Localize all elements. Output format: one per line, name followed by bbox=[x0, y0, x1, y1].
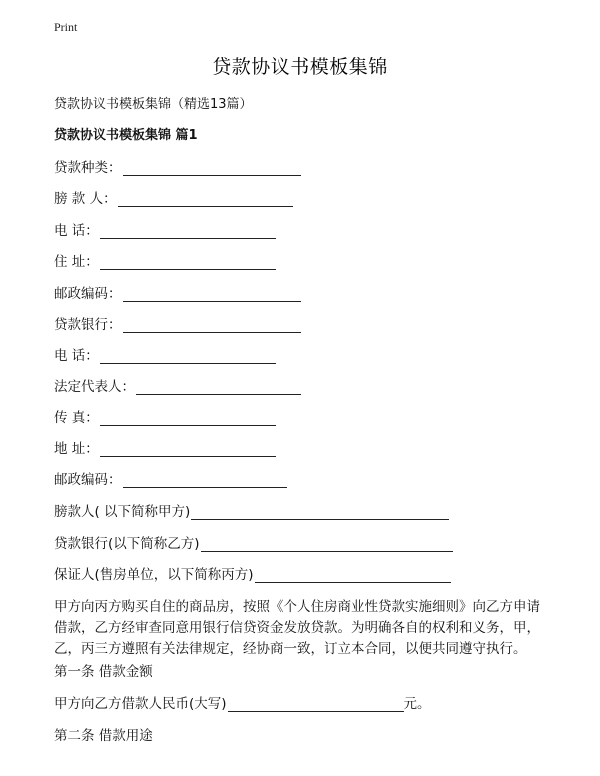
blank-line bbox=[123, 287, 301, 302]
form-field-fax bbox=[54, 406, 276, 426]
field-label: 住 址： bbox=[54, 254, 99, 270]
document-title: 贷款协议书模板集锦 bbox=[212, 56, 388, 78]
paragraph-line: 甲方向丙方购买自住的商品房，按照《个人住房商业性贷款实施细则》向乙方申请 bbox=[54, 599, 540, 615]
field-label: 电 话： bbox=[54, 223, 99, 239]
blank-line bbox=[100, 442, 276, 457]
blank-line bbox=[228, 697, 404, 712]
form-field-borrower bbox=[54, 187, 293, 207]
form-field-address bbox=[54, 250, 276, 270]
form-field-bank-postcode bbox=[54, 468, 287, 488]
article-2-heading: 第二条 借款用途 bbox=[54, 728, 153, 744]
field-label: 甲方向乙方借款人民币(大写) bbox=[54, 696, 227, 712]
field-label: 保证人(售房单位，以下简称丙方) bbox=[54, 567, 254, 583]
amount-unit: 元。 bbox=[403, 696, 431, 712]
print-link[interactable]: Print bbox=[54, 20, 78, 34]
form-field-party-b bbox=[54, 532, 453, 552]
agreement-paragraph bbox=[54, 597, 559, 660]
field-label: 膀 款 人： bbox=[54, 191, 117, 207]
paragraph-line: 借款，乙方经审查同意用银行信贷资金发放贷款。为明确各自的权利和义务，甲， bbox=[54, 620, 540, 636]
form-field-postcode bbox=[54, 282, 301, 302]
document-subtitle: 贷款协议书模板集锦（精选13篇） bbox=[54, 97, 253, 112]
blank-line bbox=[100, 411, 276, 426]
blank-line bbox=[100, 224, 276, 239]
blank-line bbox=[201, 537, 453, 552]
form-field-guarantor bbox=[54, 563, 451, 583]
blank-line bbox=[123, 318, 301, 333]
blank-line bbox=[123, 473, 287, 488]
paragraph-line: 乙，丙三方遵照有关法律规定，经协商一致，订立本合同，以便共同遵守执行。 bbox=[54, 641, 527, 657]
field-label: 贷款银行： bbox=[54, 317, 122, 333]
form-field-bank-phone bbox=[54, 344, 276, 364]
blank-line bbox=[255, 568, 451, 583]
blank-line bbox=[136, 380, 301, 395]
section-heading: 贷款协议书模板集锦 篇1 bbox=[54, 128, 198, 143]
blank-line bbox=[123, 161, 301, 176]
form-field-phone bbox=[54, 219, 276, 239]
field-label: 邮政编码： bbox=[54, 472, 122, 488]
blank-line bbox=[100, 255, 276, 270]
field-label: 邮政编码： bbox=[54, 286, 122, 302]
form-field-lender-bank bbox=[54, 313, 301, 333]
blank-line bbox=[100, 349, 276, 364]
field-label: 贷款银行(以下简称乙方) bbox=[54, 536, 200, 552]
form-field-party-a bbox=[54, 500, 449, 520]
form-field-legal-rep bbox=[54, 375, 301, 395]
blank-line bbox=[191, 505, 449, 520]
field-label: 地 址： bbox=[54, 441, 99, 457]
field-label: 传 真： bbox=[54, 410, 99, 426]
form-field-bank-address bbox=[54, 437, 276, 457]
field-label: 电 话： bbox=[54, 348, 99, 364]
form-field-loan-type bbox=[54, 156, 301, 176]
field-label: 贷款种类： bbox=[54, 160, 122, 176]
field-label: 膀款人( 以下简称甲方) bbox=[54, 504, 191, 520]
blank-line bbox=[118, 192, 293, 207]
article-1-heading: 第一条 借款金额 bbox=[54, 664, 153, 680]
form-field-loan-amount bbox=[54, 692, 431, 712]
field-label: 法定代表人： bbox=[54, 379, 135, 395]
